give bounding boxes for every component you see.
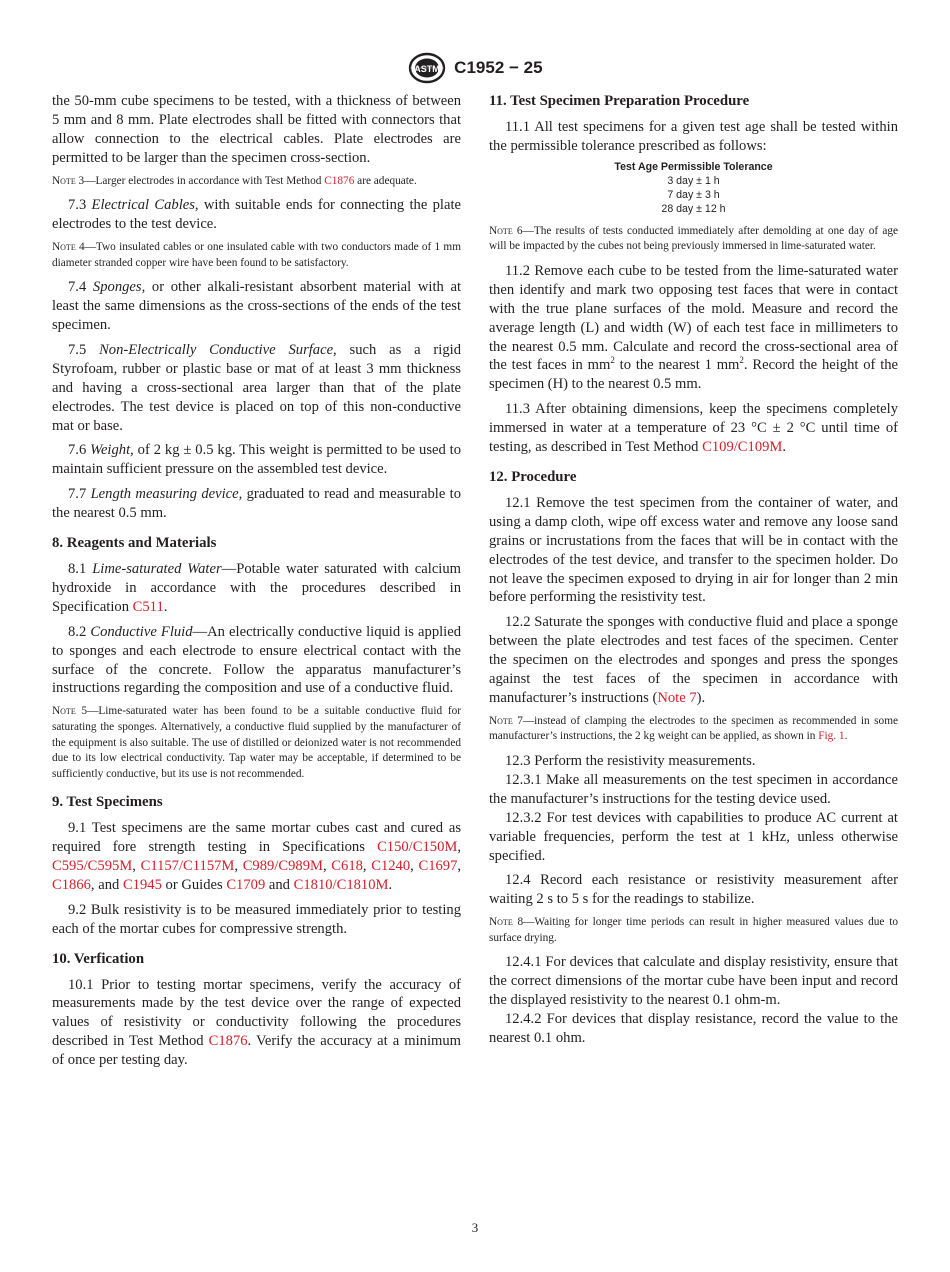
note-8: Note 8—Waiting for longer time periods can result in higher measured values due to surface drying. [489, 916, 898, 944]
section-heading-11: 11. Test Specimen Preparation Procedure [489, 93, 750, 109]
ref-link[interactable]: C150/C150M [377, 839, 458, 856]
section-heading-12: 12. Procedure [489, 468, 577, 485]
ref-link-c511[interactable]: C511 [132, 598, 164, 615]
paragraph-12-3-2: 12.3.2 For test devices with capabilities to produce AC current at variable frequencies, perform the test at 1 kHz, unless otherwise specified. [489, 809, 898, 864]
paragraph-9-1: 9.1 Test specimens are the same mortar cubes cast and cured as required fore strength testing in Specifications C150/C150M, C595/C595M, C1157/C1157M, C989/C989M, C618, C1240, C1697, C1866, and C1945 or Guides C1709 and C1810/C1810M. [52, 820, 462, 893]
ref-link[interactable]: C1157/C1157M [140, 858, 235, 875]
ref-link-fig-1[interactable]: Fig. 1 [818, 730, 845, 743]
paragraph-9-2: 9.2 Bulk resistivity is to be measured immediately prior to testing each of the mortar cubes for compressive strength. [52, 901, 461, 937]
paragraph-12-3-1: 12.3.1 Make all measurements on the test specimen in accordance the manufacturer’s instructions for the testing device used. [489, 771, 898, 807]
tolerance-row: 28 day ± 12 h [661, 202, 726, 215]
ref-link[interactable]: C1945 [122, 876, 162, 893]
ref-link-c109[interactable]: C109/C109M [702, 439, 783, 456]
paragraph-12-1: 12.1 Remove the test specimen from the container of water, and using a damp cloth, wipe off excess water and remove any loose sand grains or incrustations from the faces that will be in contact with the electrodes of the test device, and transfer to the specimen holder. Do not leave the specimen exposed to drying in air for longer than 2 min before performing the resistivity test. [489, 494, 898, 606]
section-heading-10: 10. Verfication [52, 950, 145, 967]
ref-link[interactable]: C1709 [226, 876, 266, 893]
paragraph-7-4: 7.4 Sponges, or other alkali-resistant absorbent material with at least the same dimensions as the cross-sections of the ends of the test specimen. [52, 279, 461, 334]
paragraph-11-1: 11.1 All test specimens for a given test age shall be tested within the permissible tolerance prescribed as follows: [489, 118, 898, 154]
section-heading-8: 8. Reagents and Materials [52, 535, 217, 552]
tolerance-row: 7 day ± 3 h [667, 188, 720, 201]
ref-link-c1876[interactable]: C1876 [324, 174, 355, 187]
right-column [489, 92, 898, 1054]
page-header [0, 52, 950, 84]
standard-designation: C1952 − 25 [454, 58, 543, 77]
ref-link[interactable]: C618 [331, 858, 363, 875]
tolerance-table-header: Test Age Permissible Tolerance [614, 160, 773, 173]
note-5: Note 5—Lime-saturated water has been found to be a suitable conductive fluid for saturating the sponges. Alternatively, a conductive fluid supplied by the manufacturer of the equipment is also suitable. The use of distilled or deionized water is not recommended due to its low electrical conductivity. Tap water may be acceptable, if determined to be sufficiently conductive, but its use is not recommended. [52, 705, 461, 780]
ref-link[interactable]: C989/C989M [242, 858, 323, 875]
paragraph-12-4-1: 12.4.1 For devices that calculate and display resistivity, ensure that the correct dimensions of the mortar cube have been input and record the displayed resistivity to the nearest 0.1 ohm-m. [489, 954, 898, 1009]
tolerance-row: 3 day ± 1 h [667, 174, 720, 187]
paragraph-10-1: 10.1 Prior to testing mortar specimens, verify the accuracy of measurements made by the test device over the range of expected values of resistivity or conductivity following the procedures described in Test Method C1876. Verify the accuracy at a minimum of once per testing day. [52, 976, 461, 1069]
paragraph-continued: the 50-mm cube specimens to be tested, with a thickness of between 5 mm and 8 mm. Plate electrodes shall be fitted with connectors that allow connection to the electrical cables. Plate electrodes are permitted to be larger than the specimen cross-section. [52, 93, 461, 166]
ref-link[interactable]: C1810/C1810M [293, 876, 389, 893]
paragraph-7-5: 7.5 Non-Electrically Conductive Surface, such as a rigid Styrofoam, rubber or plastic base or mat of at least 3 mm thickness and having a cross-sectional area larger than that of the plate electrodes. The test device is placed on top of this non-conductive mat or base. [52, 341, 461, 434]
tolerance-table [489, 160, 898, 216]
note-7: Note 7—instead of clamping the electrodes to the specimen as recommended in some manufacturer’s instructions, the 2 kg weight can be applied, as shown in Fig. 1. [489, 714, 898, 743]
note-3: Note 3—Larger electrodes in accordance with Test Method C1876 are adequate. [52, 174, 417, 187]
paragraph-8-2: 8.2 Conductive Fluid—An electrically conductive liquid is applied to sponges and each electrode to ensure electrical contact with the surface of the concrete. Follow the apparatus manufacturer’s instructions regarding the composition and use of a conductive fluid. [52, 623, 462, 697]
ref-link[interactable]: C1697 [418, 858, 458, 875]
paragraph-12-4-2: 12.4.2 For devices that display resistance, record the value to the nearest 0.1 ohm. [489, 1011, 898, 1047]
paragraph-7-7: 7.7 Length measuring device, graduated to read and measurable to the nearest 0.5 mm. [52, 486, 462, 522]
section-heading-9: 9. Test Specimens [52, 794, 163, 811]
left-column [52, 92, 461, 1076]
paragraph-11-2: 11.2 Remove each cube to be tested from the lime-saturated water then identify and mark two opposing test faces that were in contact with the true plane surfaces of the mold. Measure and record the average length (L) and width (W) of each test face in millimeters to the nearest 0.5 mm. Calculate and record the cross-sectional area of the test faces in $mm^2$ to the nearest 1 $mm^2$. Record the height of the specimen (H) to the nearest 0.5 mm. [489, 262, 899, 393]
ref-link[interactable]: C1240 [371, 858, 411, 875]
ref-link-note-7[interactable]: Note 7 [657, 689, 697, 706]
paragraph-12-4: 12.4 Record each resistance or resistivity measurement after waiting 2 s to 5 s for the readings to stabilize. [489, 872, 898, 908]
paragraph-7-3: 7.3 Electrical Cables, with suitable ends for connecting the plate electrodes to the test device. [52, 197, 461, 233]
ref-link[interactable]: C1866 [52, 876, 91, 893]
note-4: Note 4—Two insulated cables or one insulated cable with two conductors made of 1 mm diameter stranded copper wire have been found to be satisfactory. [52, 241, 461, 269]
paragraph-12-3: 12.3 Perform the resistivity measurements. [505, 753, 756, 770]
paragraph-12-2: 12.2 Saturate the sponges with conductive fluid and place a sponge between the plate electrodes and test faces of the specimen. Center the specimen on the electrodes and sponges and press the sponges against the test faces of the specimen in accordance with manufacturer’s instructions (Note 7). [489, 614, 898, 706]
note-6: Note 6—The results of tests conducted immediately after demolding at one day of age will be impacted by the cubes not being previously immersed in lime-saturated water. [489, 224, 898, 253]
ref-link[interactable]: C595/C595M [52, 858, 133, 875]
paragraph-8-1: 8.1 Lime-saturated Water—Potable water saturated with calcium hydroxide in accordance with the procedures described in Specification C511. [52, 561, 461, 615]
paragraph-11-3: 11.3 After obtaining dimensions, keep the specimens completely immersed in water at a temperature of 23 °C ± 2 °C until time of testing, as described in Test Method C109/C109M. [489, 401, 898, 456]
paragraph-7-6: 7.6 Weight, of 2 kg ± 0.5 kg. This weight is permitted to be used to maintain sufficient pressure on the assembled test device. [52, 442, 462, 478]
ref-link-c1876[interactable]: C1876 [208, 1033, 248, 1050]
svg-text:ASTM: ASTM [414, 64, 441, 74]
astm-logo-icon [407, 52, 447, 84]
page-number: 3 [471, 1220, 479, 1235]
